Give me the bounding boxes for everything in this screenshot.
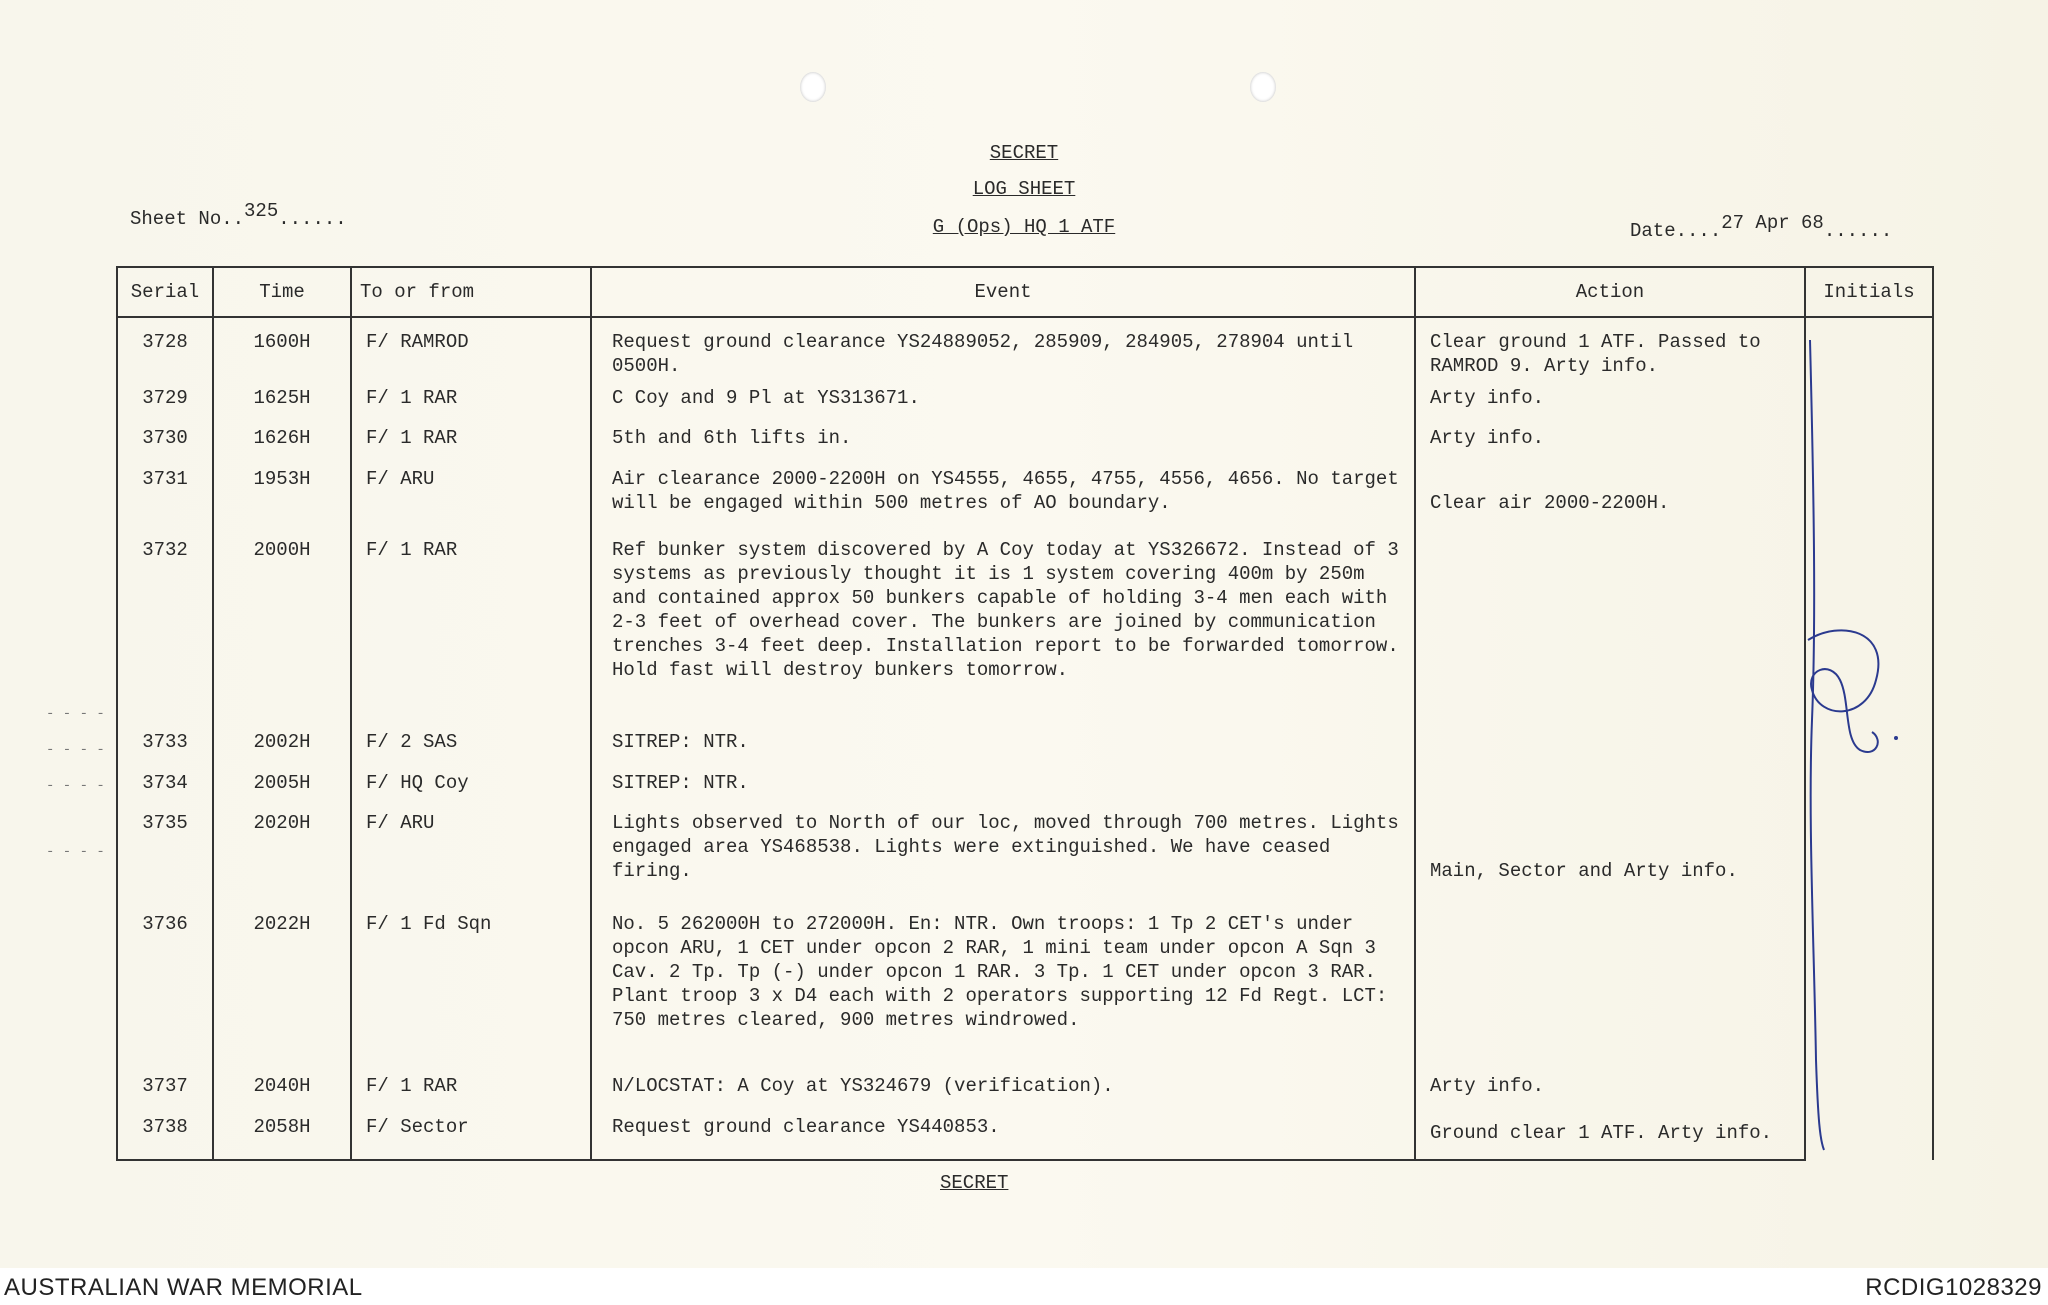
margin-mark: - - - - (46, 844, 105, 860)
table-row (117, 317, 1933, 382)
cell-serial: 3736 (117, 908, 213, 1070)
table-row (117, 382, 1933, 422)
cell-action (1415, 726, 1805, 766)
cell-from: F/ HQ Coy (351, 767, 591, 807)
cell-action: Clear ground 1 ATF. Passed to RAMROD 9. Arty info. (1415, 317, 1805, 382)
date-label: Date (1630, 220, 1676, 242)
table-row (117, 422, 1933, 462)
cell-event: SITREP: NTR. (591, 767, 1415, 807)
column-header-to-or-from: To or from (351, 267, 591, 317)
cell-from: F/ 2 SAS (351, 726, 591, 766)
cell-event: SITREP: NTR. (591, 726, 1415, 766)
cell-time: 1626H (213, 422, 351, 462)
cell-from: F/ 1 RAR (351, 422, 591, 462)
column-header-action: Action (1415, 267, 1805, 317)
cell-from: F/ RAMROD (351, 317, 591, 382)
table-row (117, 463, 1933, 534)
cell-event: Air clearance 2000-2200H on YS4555, 4655, 4755, 4556, 4656. No target will be engaged within 500 metres of AO boundary. (591, 463, 1415, 534)
cell-serial: 3737 (117, 1070, 213, 1110)
cell-serial: 3728 (117, 317, 213, 382)
sheet-label: Sheet No (130, 208, 222, 230)
cell-serial: 3734 (117, 767, 213, 807)
column-header-initials: Initials (1805, 267, 1933, 317)
cell-event: Request ground clearance YS24889052, 285909, 284905, 278904 until 0500H. (591, 317, 1415, 382)
cell-time: 2005H (213, 767, 351, 807)
cell-action: Clear air 2000-2200H. (1415, 463, 1805, 534)
table-row (117, 1070, 1933, 1110)
table-row (117, 908, 1933, 1070)
table-row (117, 534, 1933, 726)
cell-time: 2002H (213, 726, 351, 766)
cell-from: F/ 1 RAR (351, 534, 591, 726)
cell-serial: 3729 (117, 382, 213, 422)
cell-from: F/ Sector (351, 1111, 591, 1160)
cell-time: 1600H (213, 317, 351, 382)
sheet-number: Sheet No..325...... (130, 200, 347, 230)
cell-event: Lights observed to North of our loc, moved through 700 metres. Lights engaged area YS468538. Lights were extinguished. We have ceased firing. (591, 807, 1415, 908)
archive-name: AUSTRALIAN WAR MEMORIAL (4, 1274, 363, 1301)
sheet-number-value: 325 (244, 200, 279, 222)
cell-action: Main, Sector and Arty info. (1415, 807, 1805, 908)
margin-mark: - - - - (46, 706, 105, 722)
cell-from: F/ ARU (351, 463, 591, 534)
cell-time: 2022H (213, 908, 351, 1070)
cell-from: F/ 1 Fd Sqn (351, 908, 591, 1070)
handwritten-initials-signature (1780, 300, 1920, 1160)
cell-from: F/ 1 RAR (351, 382, 591, 422)
cell-event: C Coy and 9 Pl at YS313671. (591, 382, 1415, 422)
classification-heading: SECRET (989, 142, 1059, 164)
cell-serial: 3731 (117, 463, 213, 534)
cell-event: Ref bunker system discovered by A Coy today at YS326672. Instead of 3 systems as previously thought it is 1 system covering 400m by 250m and contained approx 50 bunkers capable of holding 3-4 men each with 2-3 feet of overhead cover. The bunkers are joined by communication trenches 3-4 feet deep. Installation report to be forwarded tomorrow. Hold fast will destroy bunkers tomorrow. (591, 534, 1415, 726)
cell-action: Arty info. (1415, 422, 1805, 462)
archive-footer (0, 1268, 2048, 1305)
margin-mark: - - - - (46, 778, 105, 794)
log-table (116, 266, 1934, 1161)
cell-from: F/ ARU (351, 807, 591, 908)
table-row (117, 807, 1933, 908)
cell-time: 2058H (213, 1111, 351, 1160)
cell-from: F/ 1 RAR (351, 1070, 591, 1110)
column-header-time: Time (213, 267, 351, 317)
log-sheet-title: LOG SHEET (972, 178, 1076, 200)
cell-serial: 3730 (117, 422, 213, 462)
cell-serial: 3733 (117, 726, 213, 766)
cell-action: Ground clear 1 ATF. Arty info. (1415, 1111, 1805, 1160)
table-row (117, 1111, 1933, 1160)
margin-mark: - - - - (46, 742, 105, 758)
cell-time: 2040H (213, 1070, 351, 1110)
punch-hole (800, 72, 826, 102)
cell-action (1415, 767, 1805, 807)
cell-action (1415, 534, 1805, 726)
column-header-event: Event (591, 267, 1415, 317)
cell-action: Arty info. (1415, 1070, 1805, 1110)
table-row (117, 726, 1933, 766)
footer-classification: SECRET (940, 1172, 1009, 1194)
cell-time: 2020H (213, 807, 351, 908)
cell-event: N/LOCSTAT: A Coy at YS324679 (verification). (591, 1070, 1415, 1110)
cell-serial: 3738 (117, 1111, 213, 1160)
sheet-date: Date....27 Apr 68...... (1630, 212, 1893, 242)
cell-action (1415, 908, 1805, 1070)
date-value: 27 Apr 68 (1721, 212, 1824, 234)
table-row (117, 767, 1933, 807)
table-header-row (117, 267, 1933, 317)
cell-action: Arty info. (1415, 382, 1805, 422)
cell-serial: 3732 (117, 534, 213, 726)
cell-time: 1953H (213, 463, 351, 534)
cell-serial: 3735 (117, 807, 213, 908)
cell-time: 1625H (213, 382, 351, 422)
column-header-serial: Serial (117, 267, 213, 317)
punch-hole (1250, 72, 1276, 102)
cell-event: No. 5 262000H to 272000H. En: NTR. Own troops: 1 Tp 2 CET's under opcon ARU, 1 CET under opcon 2 RAR, 1 mini team under opcon A Sqn 3 Cav. 2 Tp. Tp (-) under opcon 1 RAR. 3 Tp. 1 CET under opcon 3 RAR. Plant troop 3 x D4 each with 2 operators supporting 12 Fd Regt. LCT: 750 metres cleared, 900 metres windrowed. (591, 908, 1415, 1070)
cell-time: 2000H (213, 534, 351, 726)
unit-heading: G (Ops) HQ 1 ATF (932, 216, 1116, 238)
cell-event: Request ground clearance YS440853. (591, 1111, 1415, 1160)
cell-event: 5th and 6th lifts in. (591, 422, 1415, 462)
archive-reference: RCDIG1028329 (1865, 1274, 2042, 1301)
